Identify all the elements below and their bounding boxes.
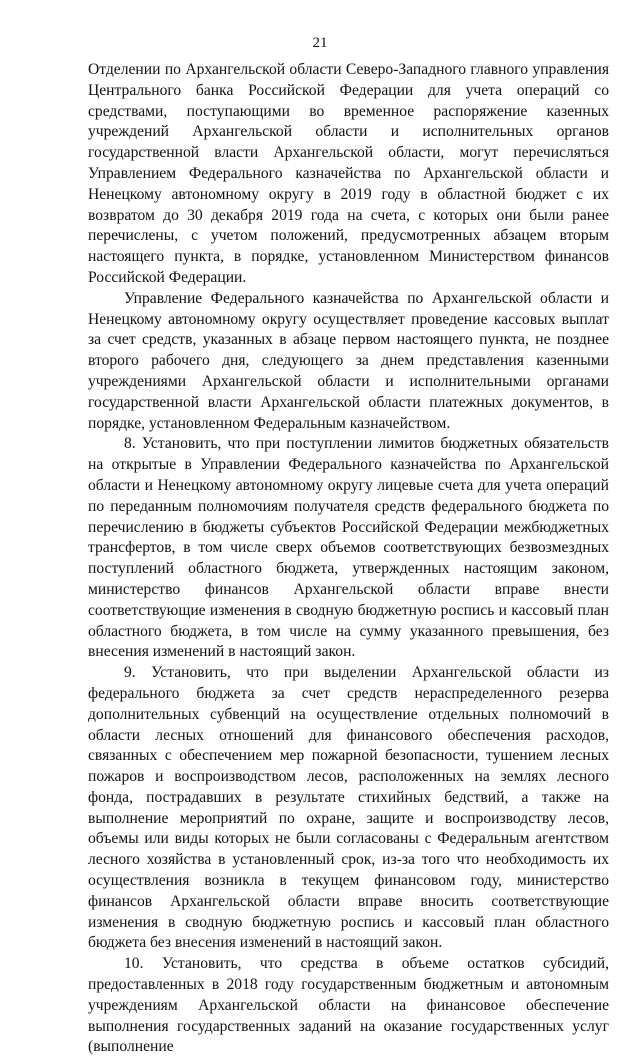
page-number: 21 bbox=[312, 35, 328, 51]
paragraph-item-8: 8. Установить, что при поступлении лимитов бюджетных обязательств на открытые в Управлении Федерального казначейства по Архангельской области и Ненецкому автономному округу лицевые счета для учета операций по переданным полномочиям получателя средств федерального бюджета по перечислению в бюджеты субъектов Российской Федерации межбюджетных трансфертов, в том числе сверх объемов соответствующих безвозмездных поступлений областного бюджета, утвержденных настоящим законом, министерство финансов Архангельской области вправе внести соответствующие изменения в сводную бюджетную роспись и кассовый план областного бюджета, в том числе на сумму указанного превышения, без внесения изменений в настоящий закон. bbox=[88, 435, 609, 661]
paragraph-item-9: 9. Установить, что при выделении Архангельской области из федерального бюджета за счет средств нераспределенного резерва дополнительных субвенций на осуществление отдельных полномочий в области лесных отношений для финансового обеспечения расходов, связанных с обеспечением мер пожарной безопасности, тушением лесных пожаров и воспроизводством лесов, расположенных на землях лесного фонда, пострадавших в результате стихийных бедствий, а также на выполнение мероприятий по охране, защите и воспроизводству лесов, объемы или виды которых не были согласованы с Федеральным агентством лесного хозяйства в установленный срок, из-за того что необходимость их осуществления возникла в текущем финансовом году, министерство финансов Архангельской области вправе вносить соответствующие изменения в сводную бюджетную роспись и кассовый план областного бюджета без внесения изменений в настоящий закон. bbox=[88, 664, 609, 952]
document-body bbox=[88, 60, 609, 1058]
paragraph-treasury-payments: Управление Федерального казначейства по Архангельской области и Ненецкому автономному округу осуществляет проведение кассовых выплат за счет средств, указанных в абзаце первом настоящего пункта, не позднее второго рабочего дня, следующего за днем представления казенными учреждениями Архангельской области и исполнительными органами государственной власти Архангельской области платежных документов, в порядке, установленном Федеральным казначейством. bbox=[88, 289, 609, 432]
paragraph-item-10: 10. Установить, что средства в объеме остатков субсидий, предоставленных в 2018 году государственным бюджетным и автономным учреждениям Архангельской области на финансовое обеспечение выполнения государственных заданий на оказание государственных услуг (выполнение bbox=[88, 955, 609, 1056]
paragraph-continuation: Отделении по Архангельской области Северо-Западного главного управления Центрального банка Российской Федерации для учета операций со средствами, поступающими во временное распоряжение казенных учреждений Архангельской области и исполнительных органов государственной власти Архангельской области, могут перечисляться Управлением Федерального казначейства по Архангельской области и Ненецкому автономному округу в 2019 году в областной бюджет с их возвратом до 30 декабря 2019 года на счета, с которых они были ранее перечислены, с учетом положений, предусмотренных абзацем вторым настоящего пункта, в порядке, установленном Министерством финансов Российской Федерации. bbox=[88, 61, 609, 286]
